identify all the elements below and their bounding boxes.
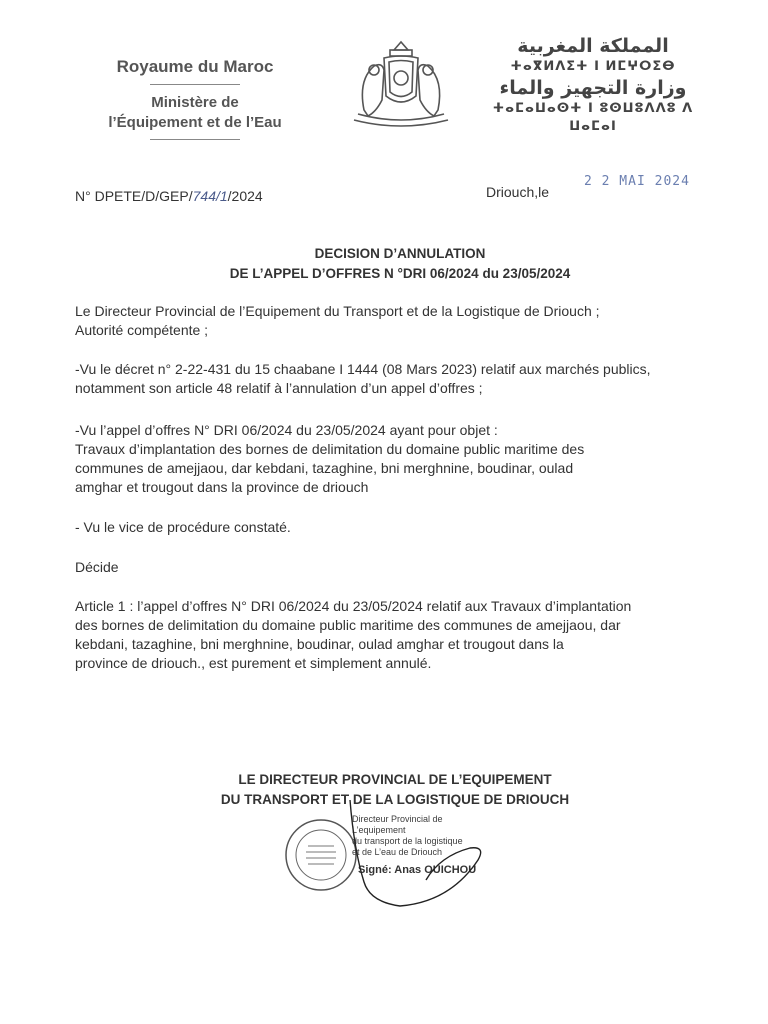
text-line: province de driouch., est purement et simplement annulé. [75, 655, 432, 671]
text-line: Travaux d’implantation des bornes de delimitation du domaine public maritime des [75, 441, 585, 457]
header-ministry-fr [80, 56, 310, 140]
stamp-line1: Directeur Provincial de L’equipement [352, 814, 443, 835]
text-line: -Vu l’appel d’offres N° DRI 06/2024 du 23/05/2024 ayant pour objet : [75, 422, 498, 438]
ministry-name-tifinagh: ⵜⴰⵎⴰⵡⴰⵙⵜ ⵏ ⵓⵙⵡⵓⴷⴷⵓ ⴷ ⵡⴰⵎⴰⵏ [492, 101, 694, 134]
paragraph-article-1 [75, 597, 715, 673]
ministry-line1: Ministère de [151, 94, 239, 111]
kingdom-name: Royaume du Maroc [116, 57, 274, 76]
text-line: communes de amejjaou, dar kebdani, tazaghine, bni merghnine, boudinar, oulad [75, 460, 574, 476]
text-line: des bornes de delimitation du domaine public maritime des communes de amejjaou, dar [75, 617, 621, 633]
signatory-line1: LE DIRECTEUR PROVINCIAL DE L’EQUIPEMENT [238, 772, 552, 787]
document-reference [75, 188, 263, 204]
text-line: Le Directeur Provincial de l’Equipement du Transport et de la Logistique de Driouch ; [75, 303, 600, 319]
text-line: notamment son article 48 relatif à l’annulation d’un appel d’offres ; [75, 380, 483, 396]
paragraph-tender [75, 421, 715, 497]
header-divider-bottom [150, 139, 240, 140]
paragraph-decree [75, 360, 715, 398]
text-line: Décide [75, 559, 119, 575]
text-line: Article 1 : l’appel d’offres N° DRI 06/2024 du 23/05/2024 relatif aux Travaux d’implantation [75, 598, 632, 614]
text-line: amghar et trougout dans la province de driouch [75, 479, 369, 495]
paragraph-procedure-defect [75, 518, 715, 537]
handwritten-signature [330, 790, 500, 910]
decision-title [60, 244, 740, 284]
text-line: - Vu le vice de procédure constaté. [75, 519, 291, 535]
place-label: Driouch,le [486, 184, 550, 200]
paragraph-decides [75, 558, 715, 577]
date-stamp: 2 2 MAI 2024 [584, 174, 690, 189]
text-line: -Vu le décret n° 2-22-431 du 15 chaabane I 1444 (08 Mars 2023) relatif aux marchés publics, [75, 361, 651, 377]
ministry-line2: l’Équipement et de l’Eau [108, 114, 282, 131]
paragraph-authority [75, 302, 715, 340]
coat-of-arms-emblem [344, 40, 458, 128]
title-line1: DECISION D’ANNULATION [314, 246, 486, 261]
reference-suffix: /2024 [227, 188, 263, 204]
signed-by: Signé: Anas OUICHOU [358, 864, 477, 876]
kingdom-name-arabic: المملكة المغربية [517, 35, 669, 57]
kingdom-name-tifinagh: ⵜⴰⴳⵍⴷⵉⵜ ⵏ ⵍⵎⵖⵔⵉⴱ [510, 59, 676, 74]
signatory-line2: DU TRANSPORT ET DE LA LOGISTIQUE DE DRIOUCH [220, 792, 570, 807]
stamp-line3: et de L’eau de Driouch [352, 847, 443, 857]
text-line: kebdani, tazaghine, bni merghnine, boudinar, oulad amghar et trougout dans la [75, 636, 564, 652]
reference-handwritten-number: 744/1 [192, 188, 228, 204]
stamp-line2: du transport de la logistique [352, 836, 463, 846]
reference-prefix: N° DPETE/D/GEP/ [75, 188, 193, 204]
title-line2: DE L’APPEL D’OFFRES N °DRI 06/2024 du 23/05/2024 [229, 266, 571, 281]
ministry-name-arabic: وزارة التجهيز والماء [499, 77, 687, 99]
header-divider [150, 84, 240, 85]
text-line: Autorité compétente ; [75, 322, 209, 338]
header-ministry-ar [478, 34, 708, 136]
